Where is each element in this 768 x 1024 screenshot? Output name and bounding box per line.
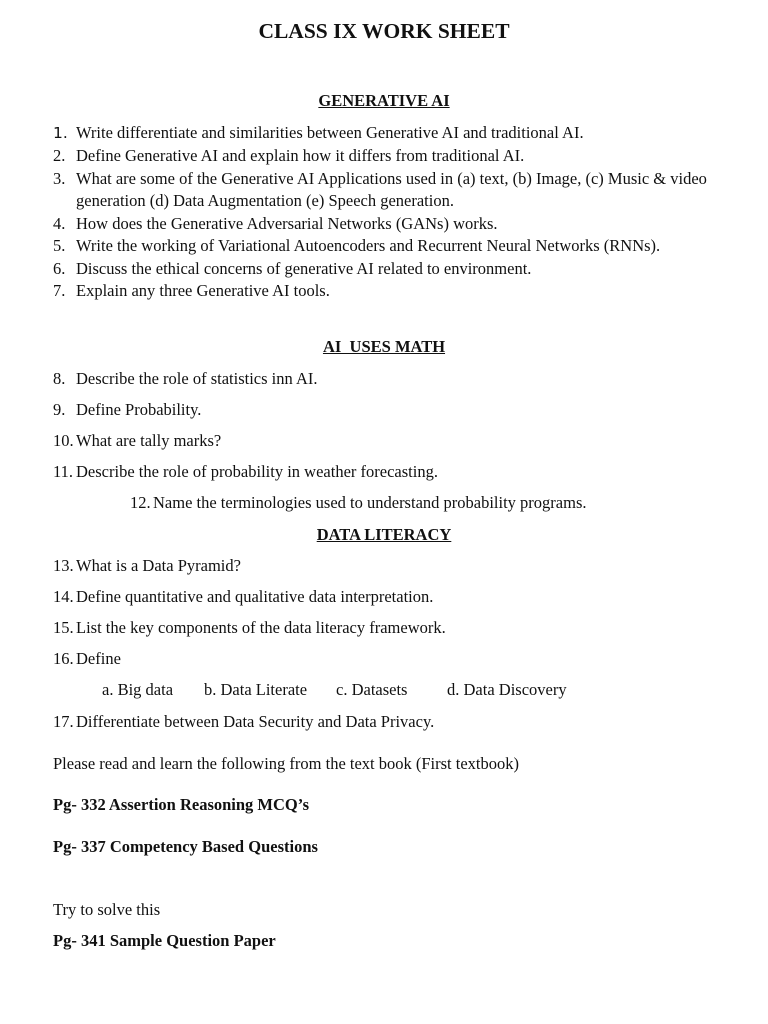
list-item bbox=[53, 461, 438, 484]
page-reference-337: Pg- 337 Competency Based Questions bbox=[53, 837, 318, 856]
list-item bbox=[130, 492, 587, 515]
list-item bbox=[53, 711, 434, 734]
item-text: Define bbox=[76, 649, 121, 668]
item-text-continued: generation (d) Data Augmentation (e) Speech generation. bbox=[76, 191, 454, 210]
item-text: Write differentiate and similarities between Generative AI and traditional AI. bbox=[76, 123, 584, 142]
list-item bbox=[53, 617, 446, 640]
item-text: Define Probability. bbox=[76, 400, 202, 419]
read-note: Please read and learn the following from the text book (First textbook) bbox=[53, 754, 520, 773]
list-item bbox=[53, 368, 317, 391]
list-item bbox=[53, 586, 433, 609]
item-text: Differentiate between Data Security and Data Privacy. bbox=[76, 712, 435, 731]
list-item bbox=[53, 235, 660, 258]
item-number: 16. bbox=[53, 649, 74, 668]
item-number: 3. bbox=[53, 169, 66, 188]
item-text: Write the working of Variational Autoencoders and Recurrent Neural Networks (RNNs). bbox=[76, 236, 661, 255]
item-number: 7. bbox=[53, 281, 66, 300]
page-reference-332: Pg- 332 Assertion Reasoning MCQ’s bbox=[53, 795, 310, 814]
item-number: 12. bbox=[130, 493, 151, 512]
item-text: Discuss the ethical concerns of generative AI related to environment. bbox=[76, 259, 532, 278]
item-number: 9. bbox=[53, 400, 66, 419]
option-b: b. Data Literate bbox=[204, 680, 308, 699]
item-number: 11. bbox=[53, 462, 74, 481]
page-title: CLASS IX WORK SHEET bbox=[258, 19, 510, 43]
list-item bbox=[53, 555, 241, 578]
item-text: List the key components of the data literacy framework. bbox=[76, 618, 446, 637]
list-item bbox=[53, 430, 221, 453]
item-number: 6. bbox=[53, 259, 66, 278]
list-item bbox=[53, 213, 498, 236]
try-note: Try to solve this bbox=[53, 900, 161, 919]
section-heading-data-literacy: DATA LITERACY bbox=[316, 525, 452, 544]
item-number: 10. bbox=[53, 431, 74, 450]
item-text: What are tally marks? bbox=[76, 431, 222, 450]
item-number: 1. bbox=[53, 124, 68, 142]
list-item bbox=[53, 648, 121, 671]
item-number: 14. bbox=[53, 587, 74, 606]
item-number: 5. bbox=[53, 236, 66, 255]
item-text: Name the terminologies used to understand probability programs. bbox=[153, 493, 587, 512]
item-number: 17. bbox=[53, 712, 74, 731]
item-text: What is a Data Pyramid? bbox=[76, 556, 241, 575]
item-number: 2. bbox=[53, 146, 66, 165]
list-item bbox=[53, 168, 707, 191]
list-item bbox=[53, 145, 524, 168]
item-number: 8. bbox=[53, 369, 66, 388]
item-number: 15. bbox=[53, 618, 74, 637]
item-text: Describe the role of probability in weather forecasting. bbox=[76, 462, 438, 481]
section-heading-generative-ai: GENERATIVE AI bbox=[318, 91, 450, 110]
option-c: c. Datasets bbox=[336, 680, 408, 699]
list-item bbox=[53, 122, 584, 145]
list-item bbox=[53, 280, 330, 303]
list-item bbox=[53, 258, 531, 281]
option-d: d. Data Discovery bbox=[447, 680, 567, 699]
option-a: a. Big data bbox=[102, 680, 174, 699]
item-text: Define quantitative and qualitative data interpretation. bbox=[76, 587, 434, 606]
item-number: 13. bbox=[53, 556, 74, 575]
page-reference-341: Pg- 341 Sample Question Paper bbox=[53, 931, 276, 950]
item-text: Explain any three Generative AI tools. bbox=[76, 281, 330, 300]
list-item bbox=[53, 399, 201, 422]
item-text: What are some of the Generative AI Applications used in (a) text, (b) Image, (c) Music & video bbox=[76, 169, 707, 188]
item-text: Describe the role of statistics inn AI. bbox=[76, 369, 318, 388]
section-heading-ai-uses-math: AI USES MATH bbox=[322, 337, 446, 356]
item-text: How does the Generative Adversarial Networks (GANs) works. bbox=[76, 214, 498, 233]
item-text: Define Generative AI and explain how it differs from traditional AI. bbox=[76, 146, 525, 165]
item-number: 4. bbox=[53, 214, 66, 233]
